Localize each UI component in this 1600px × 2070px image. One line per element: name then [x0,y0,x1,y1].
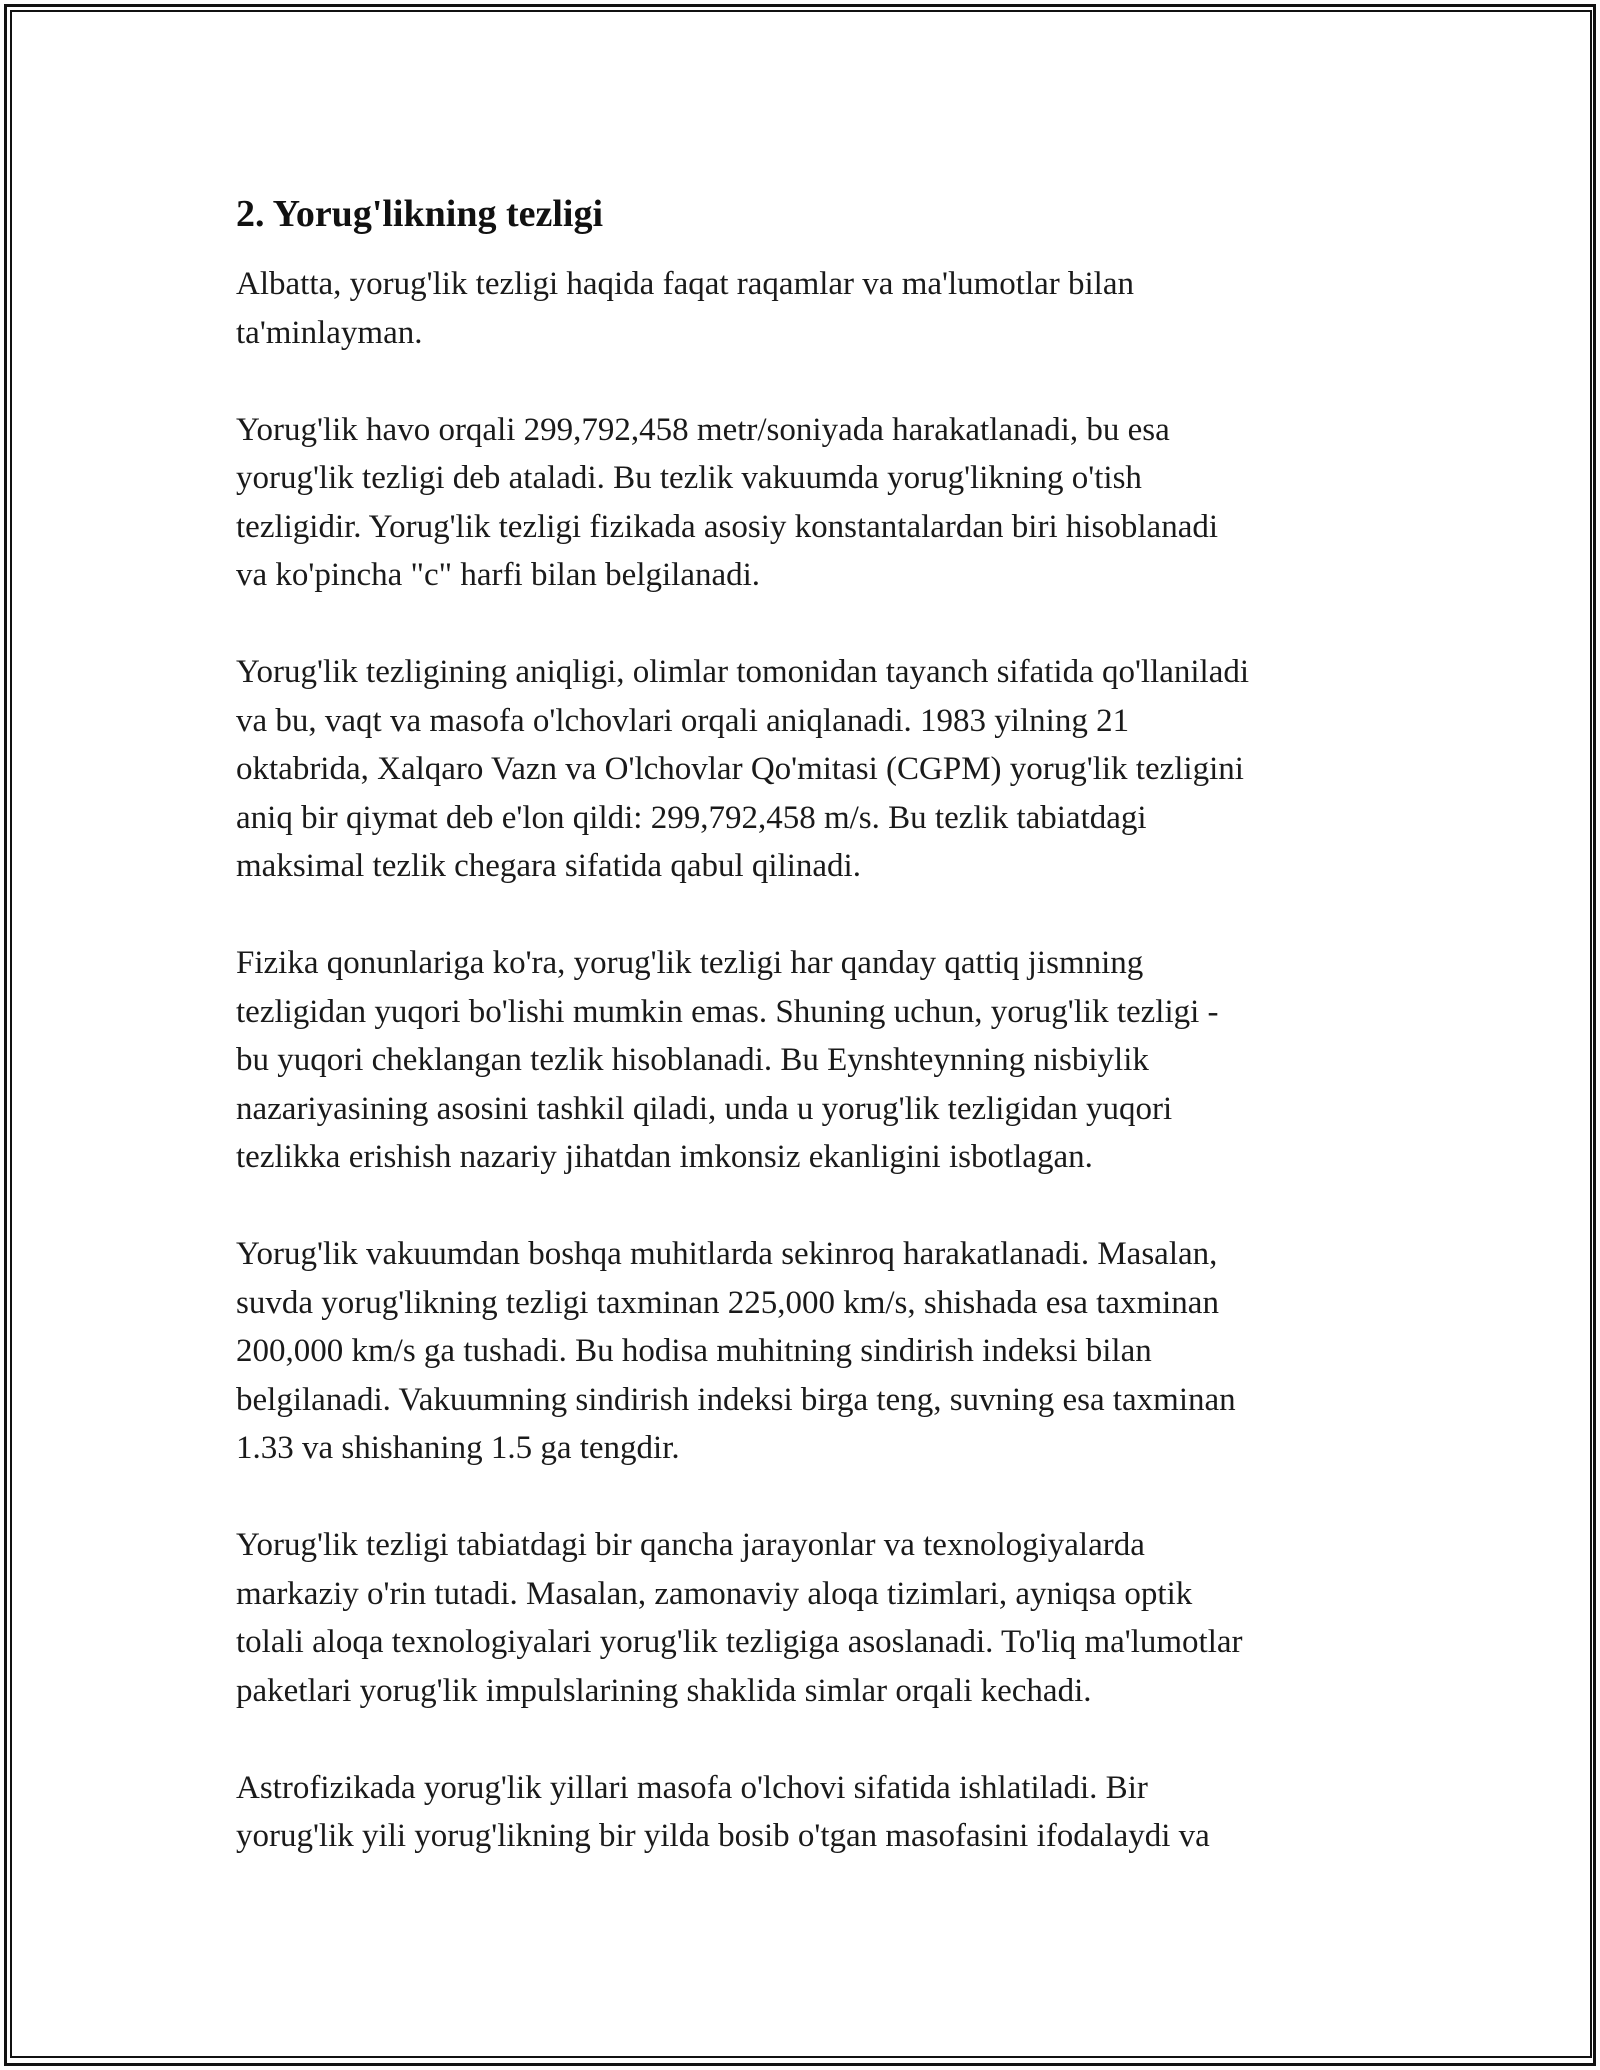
paragraph [236,939,1376,1182]
text-line: Astrofizikada yorug'lik yillari masofa o'lchovi sifatida ishlatiladi. Bir [236,1769,1148,1806]
text-line: Albatta, yorug'lik tezligi haqida faqat raqamlar va ma'lumotlar bilan [236,266,1134,302]
text-line: tezligidir. Yorug'lik tezligi fizikada asosiy konstantalardan biri hisoblanadi [236,508,1219,545]
text-line: yorug'lik yili yorug'likning bir yilda bosib o'tgan masofasini ifodalaydi va [236,1818,1210,1854]
text-line: Yorug'lik tezligi tabiatdagi bir qancha jarayonlar va texnologiyalarda [236,1527,1145,1563]
text-line: va ko'pincha "c" harfi bilan belgilanadi. [236,557,761,593]
text-line: Yorug'lik havo orqali 299,792,458 metr/soniyada harakatlanadi, bu esa [236,411,1170,448]
text-line: oktabrida, Xalqaro Vazn va O'lchovlar Qo'mitasi (CGPM) yorug'lik tezligini [236,751,1244,787]
text-line: paketlari yorug'lik impulslarining shaklida simlar orqali kechadi. [236,1672,1092,1709]
text-line: nazariyasining asosini tashkil qiladi, unda u yorug'lik tezligidan yuqori [236,1090,1173,1127]
text-line: tezlikka erishish nazariy jihatdan imkonsiz ekanligini isbotlagan. [236,1139,1093,1175]
text-line: aniq bir qiymat deb e'lon qildi: 299,792,458 m/s. Bu tezlik tabiatdagi [236,799,1147,836]
text-line: maksimal tezlik chegara sifatida qabul qilinadi. [236,848,861,884]
paragraph [236,1764,1376,1861]
text-line: yorug'lik tezligi deb ataladi. Bu tezlik vakuumda yorug'likning o'tish [236,460,1142,496]
paragraph [236,1521,1376,1715]
text-line: Yorug'lik vakuumdan boshqa muhitlarda sekinroq harakatlanadi. Masalan, [236,1236,1218,1272]
text-line: tolali aloqa texnologiyalari yorug'lik tezligiga asoslanadi. To'liq ma'lumotlar [236,1624,1243,1660]
text-line: 200,000 km/s ga tushadi. Bu hodisa muhitning sindirish indeksi bilan [236,1333,1152,1369]
paragraph [236,406,1376,600]
paragraph-list [236,260,1376,1861]
text-line: tezligidan yuqori bo'lishi mumkin emas. Shuning uchun, yorug'lik tezligi - [236,993,1219,1030]
paragraph [236,1230,1376,1473]
text-line: ta'minlayman. [236,314,423,351]
text-line: 1.33 va shishaning 1.5 ga tengdir. [236,1430,680,1466]
text-line: va bu, vaqt va masofa o'lchovlari orqali aniqlanadi. 1983 yilning 21 [236,702,1130,739]
text-line: belgilanadi. Vakuumning sindirish indeksi birga teng, suvning esa taxminan [236,1381,1236,1418]
text-line: Yorug'lik tezligining aniqligi, olimlar tomonidan tayanch sifatida qo'llaniladi [236,654,1250,690]
paragraph [236,648,1376,891]
text-line: Fizika qonunlariga ko'ra, yorug'lik tezligi har qanday qattiq jismning [236,945,1144,981]
section-heading: 2. Yorug'likning tezligi [236,193,604,235]
document-body [236,188,1376,1909]
text-line: suvda yorug'likning tezligi taxminan 225,000 km/s, shishada esa taxminan [236,1284,1219,1321]
text-line: markaziy o'rin tutadi. Masalan, zamonaviy aloqa tizimlari, ayniqsa optik [236,1575,1193,1612]
text-line: bu yuqori cheklangan tezlik hisoblanadi. Bu Eynshteynning nisbiylik [236,1042,1149,1078]
paragraph [236,260,1376,357]
